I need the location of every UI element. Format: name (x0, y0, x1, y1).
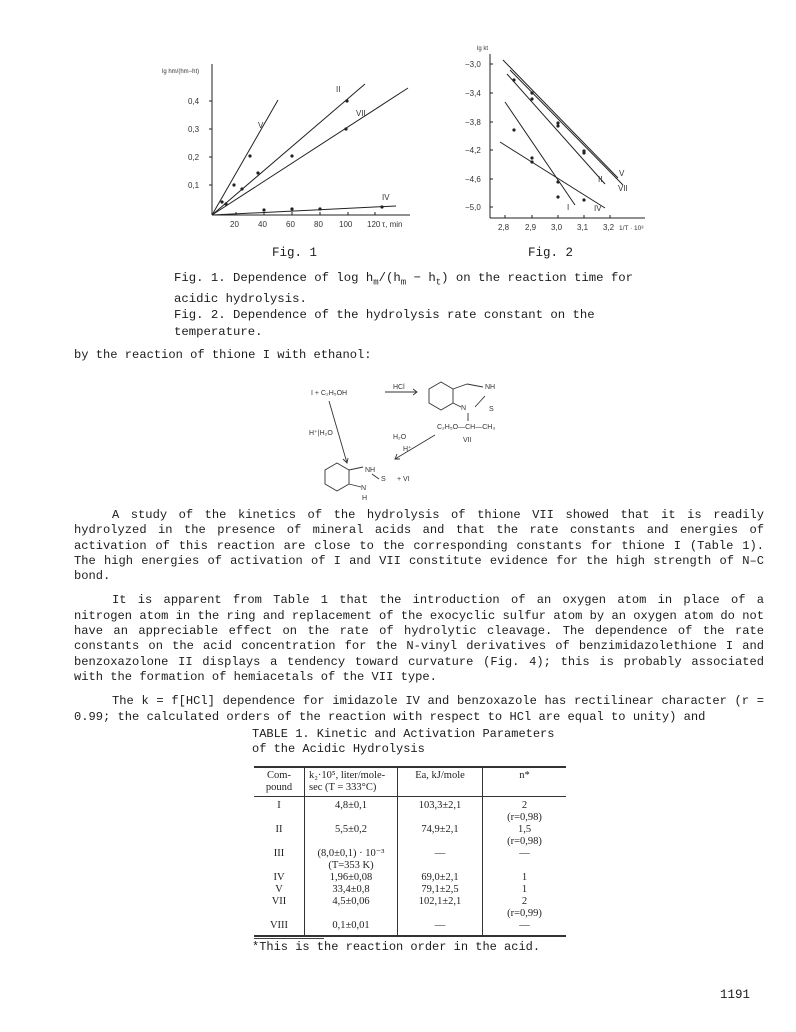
fig2-curve-label: IV (594, 204, 602, 213)
table-title (252, 727, 554, 757)
fig1-xtick: 120 (367, 220, 381, 229)
fig1-curve-label: V (258, 121, 264, 130)
scheme-bottom-nh: NH (365, 467, 376, 474)
fig1-caption: Fig. 1. Dependence of $\log h_m/(h_m - h_t)$ on the reaction time for acidic hydrolysis. (174, 271, 634, 307)
fig1-curve-label: II (336, 85, 341, 94)
table-row: IV 1,96±0,08 69,0±2,1 1 (254, 872, 566, 884)
table-footnote: *This is the reaction order in the acid. (252, 940, 541, 954)
figure-2 (455, 40, 660, 235)
table-row: VII 4,5±0,06 102,1±2,1 2 (r=0,99) (254, 896, 566, 920)
fig2-ytick: −5,0 (465, 203, 481, 212)
paragraph-1: A study of the kinetics of the hydrolysis of thione VII showed that it is readily hydrolyzed in the presence of mineral acids and that the rate constants and energies of activation of this reaction are close to the corresponding constants for thione I (Table 1). The high energies of activation of I and VII constitute evidence for the high strength of N–C bond. (74, 508, 764, 584)
footnote-rule (254, 938, 324, 939)
fig1-ytick: 0,3 (188, 125, 200, 134)
fig2-ytick: −3,0 (465, 60, 481, 69)
scheme-arrow-diag2: H⁺ (403, 446, 412, 453)
scheme-substituent: C₂H₅O—CH—CH₃ (437, 424, 496, 431)
fig2-xtick: 3,1 (577, 223, 589, 232)
scheme-bottom-s: S (381, 476, 386, 483)
fig2-caption: Fig. 2. Dependence of the hydrolysis rate constant on the temperature. (174, 308, 595, 339)
fig1-xtick: 20 (230, 220, 239, 229)
fig1-xlabel: τ, min (382, 220, 403, 229)
fig2-line-VII (510, 70, 623, 185)
paragraph-3: The k = f[HCl] dependence for imidazole IV and benzoxazole has rectilinear character (r = 0.99; the calculated orders of the reaction with respect to HCl are equal to unity) and (74, 694, 764, 724)
fig1-xtick: 80 (314, 220, 323, 229)
table-header: k₂·10⁵, liter/mole-sec (T = 333°C) (305, 767, 398, 797)
table-header: Com-pound (254, 767, 305, 797)
scheme-nh: NH (485, 384, 496, 391)
fig1-ytick: 0,4 (188, 97, 200, 106)
fig2-curve-label: V (619, 169, 625, 178)
fig2-ytick: −4,2 (465, 146, 481, 155)
scheme-arrow-diag1: H₂O (393, 434, 407, 441)
fig1-line-II (212, 84, 365, 215)
table-row: III (8,0±0,1) · 10⁻³ (T=353 K) — — (254, 848, 566, 872)
fig2-ytick: −3,8 (465, 118, 481, 127)
page-number: 1191 (720, 988, 751, 1002)
fig1-label: Fig. 1 (272, 246, 318, 260)
fig2-line-V (503, 60, 618, 178)
fig2-xtick: 2,9 (525, 223, 537, 232)
fig1-curve-label: VII (356, 109, 366, 118)
fig1-curve-label: IV (382, 193, 390, 202)
fig2-curve-label: VII (618, 184, 628, 193)
lead-sentence: by the reaction of thione I with ethanol: (74, 348, 372, 362)
fig2-line-I (505, 102, 575, 205)
fig1-ytick: 0,1 (188, 181, 200, 190)
fig1-line-VII (212, 88, 408, 215)
fig2-ytick: −3,4 (465, 89, 481, 98)
table-row: VIII 0,1±0,01 — — (254, 920, 566, 936)
scheme-product-label: VII (463, 437, 472, 444)
fig1-xtick: 60 (286, 220, 295, 229)
table-row: V 33,4±0,8 79,1±2,5 1 (254, 884, 566, 896)
fig2-line-II (507, 74, 605, 184)
fig1-ytick: 0,2 (188, 153, 200, 162)
body-paragraphs (74, 508, 764, 725)
scheme-reagent: HCl (393, 384, 405, 391)
scheme-bottom-h: H (362, 495, 368, 502)
scheme-reactants: I + C₂H₅OH (311, 390, 348, 397)
fig1-ylabel: lg hm/(hm−ht) (162, 69, 200, 75)
kinetics-table (254, 766, 566, 937)
table-header: Ea, kJ/mole (398, 767, 483, 797)
figure-1 (160, 52, 430, 237)
scheme-bottom-n: N (361, 485, 367, 492)
table-row: I 4,8±0,1 103,3±2,1 2 (r=0,98) (254, 797, 566, 825)
scheme-s: S (489, 406, 494, 413)
scheme-bottom-plus: + VI (397, 476, 410, 483)
fig2-ylabel: lg kt (477, 46, 489, 52)
table-header: n* (483, 767, 567, 797)
scheme-arrow-left: H⁺|H₂O (309, 430, 333, 437)
fig2-curve-label: II (598, 175, 603, 184)
table-row: II 5,5±0,2 74,9±2,1 1,5 (r=0,98) (254, 824, 566, 848)
fig1-xtick: 40 (258, 220, 267, 229)
fig2-curve-label: I (567, 203, 570, 212)
fig2-line-IV (500, 142, 605, 208)
fig2-ytick: −4,6 (465, 175, 481, 184)
fig2-xtick: 3,2 (603, 223, 615, 232)
fig2-xtick: 3,0 (551, 223, 563, 232)
fig2-xtick: 2,8 (498, 223, 510, 232)
fig1-line-V (212, 100, 278, 215)
table-title-line1: TABLE 1. Kinetic and Activation Parameters (252, 727, 555, 741)
fig1-xtick: 100 (339, 220, 353, 229)
paragraph-2: It is apparent from Table 1 that the introduction of an oxygen atom in place of a nitrogen atom in the ring and replacement of the exocyclic sulfur atom by an oxygen atom do not have an appreciable effect on the rate of hydrolytic cleavage. The dependence of the rate constants on the acid concentration for the N-vinyl derivatives of benzimidazolethione I and benzoxazolone II displays a tendency toward curvature (Fig. 4); this is probably associated with the formation of hemiacetals of the VII type. (74, 593, 764, 684)
fig2-xlabel: 1/T · 10³ (619, 225, 644, 232)
reaction-scheme (305, 373, 525, 505)
table-title-line2: of the Acidic Hydrolysis (252, 742, 425, 756)
scheme-n: N (461, 405, 467, 412)
fig1-line-IV (212, 206, 396, 215)
fig2-label: Fig. 2 (528, 246, 574, 260)
